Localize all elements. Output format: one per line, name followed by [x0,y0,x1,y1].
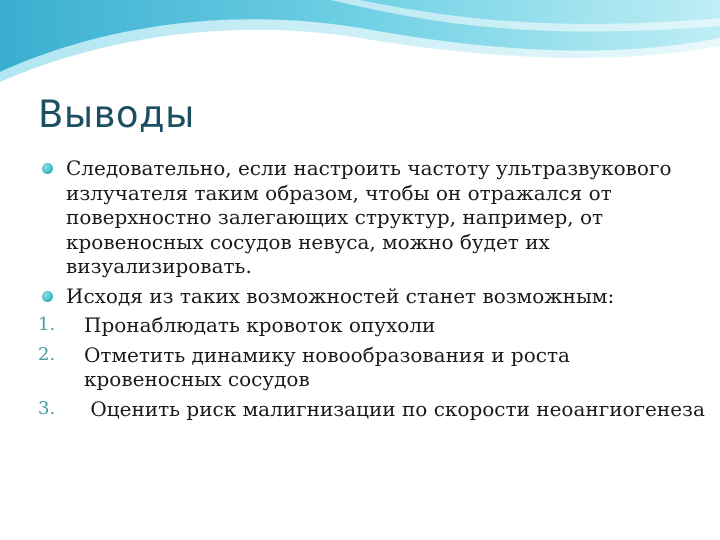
numbered-text: Отметить динамику новообразования и роста кровеносных сосудов [84,342,570,391]
bullet-item-conclusion [40,156,710,279]
teal-dot-icon [42,163,53,174]
bullet-text: Следовательно, если настроить частоту ультразвукового излучателя таким образом, чтобы он отражался от поверхностно залегающих структур, например, от кровеносных сосудов невуса, можно будет их визуализировать. [66,156,672,278]
list-number: 1. [38,314,56,335]
list-number: 3. [38,397,56,419]
bullet-item-possibilities [40,284,710,309]
numbered-item-2 [40,343,710,392]
bullet-text: Исходя из таких возможностей станет возможным: [66,283,615,308]
numbered-text: Оценить риск малигнизации по скорости неоангиогенеза [84,396,705,421]
list-number: 2. [38,343,56,365]
decorative-wave-header [0,0,720,90]
slide-title: Выводы [38,93,195,136]
slide-content [40,156,710,426]
teal-dot-icon [42,291,53,302]
numbered-item-1 [40,313,710,338]
numbered-text: Пронаблюдать кровоток опухоли [84,313,436,337]
numbered-item-3 [40,397,710,422]
